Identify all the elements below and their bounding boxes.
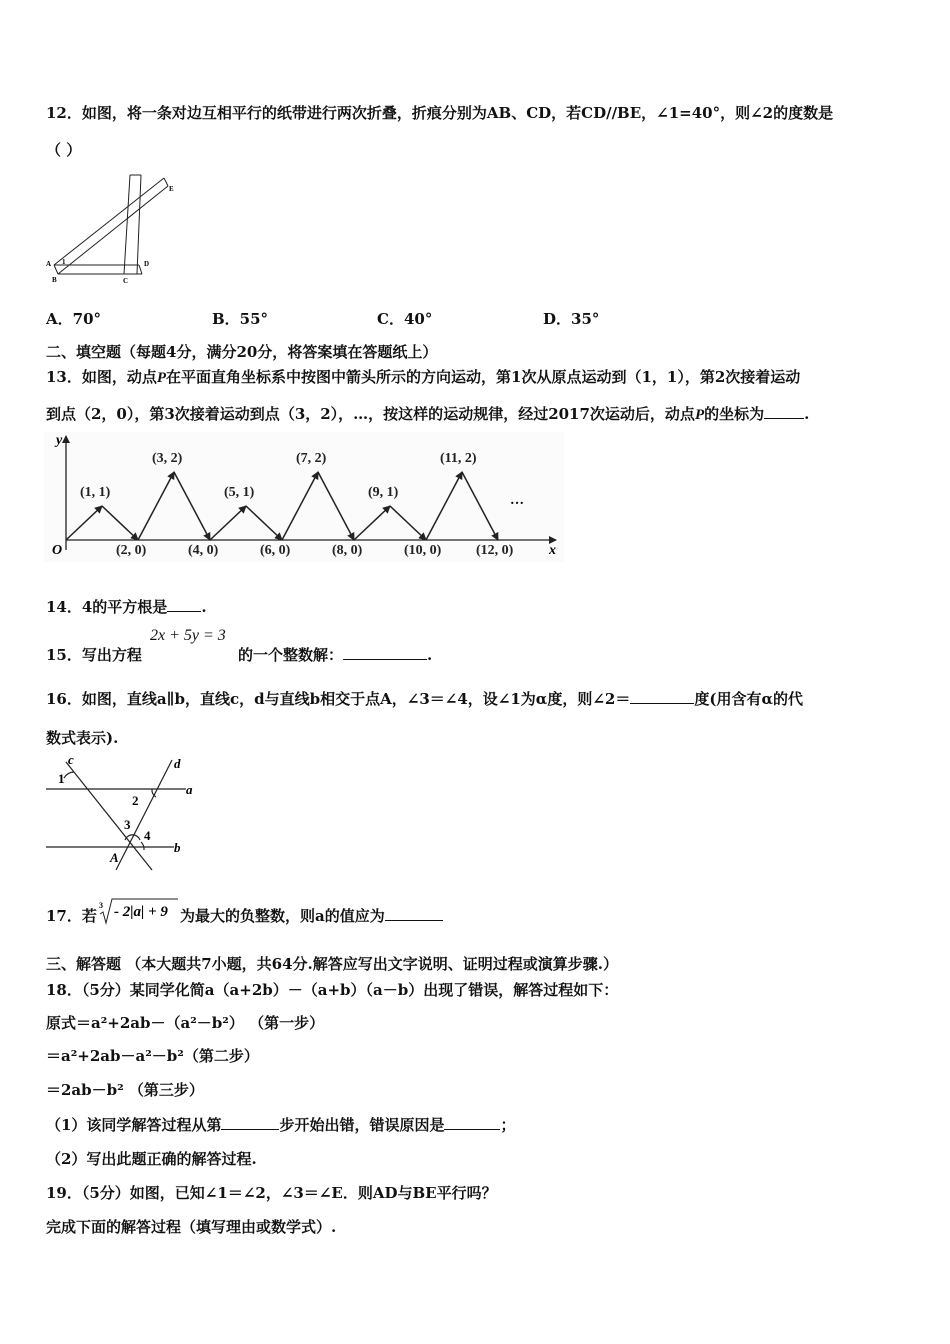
q16-line1-a: 16．如图，直线a∥b，直线c，d与直线b相交于点A，∠3＝∠4，设∠1为α度，则∠2＝: [46, 690, 631, 708]
q18-step1: 原式＝a²+2ab－（a²－b²） （第一步）: [46, 1014, 325, 1032]
q13-text-line2: [46, 404, 809, 425]
q13-text-line1: [46, 367, 800, 388]
q15-text-b: 的一个整数解：: [238, 646, 344, 664]
section3-heading: 三、解答题 （本大题共7小题，共64分.解答应写出文字说明、证明过程或演算步骤.）: [46, 955, 618, 973]
q17-text-b: 为最大的负整数，则a的值应为: [180, 907, 385, 925]
q13-answer-blank: [764, 404, 804, 419]
q12-text-line1: 12．如图，将一条对边互相平行的纸带进行两次折叠，折痕分别为AB、CD，若CD//BE，∠1=40°，则∠2的度数是: [46, 104, 834, 122]
q16-label-c: c: [68, 752, 74, 767]
q16-answer-blank: [630, 689, 694, 704]
q17-radical: [96, 896, 180, 926]
q17-root-index: 3: [99, 901, 103, 910]
q18-step2: ＝a²+2ab－a²－b²（第二步）: [46, 1047, 259, 1065]
q18-intro: 18．（5分）某同学化简a（a+2b）－（a+b）（a－b）出现了错误，解答过程如下：: [46, 981, 619, 999]
q13-line2-b: 的坐标为: [704, 405, 765, 423]
q16-text-line1: [46, 689, 803, 709]
q16-line-c: [66, 762, 152, 870]
q16-line1-b: 度(用含有α的代: [694, 690, 803, 708]
q12-option-c: C．40°: [377, 310, 433, 328]
q15-text-a: 15．写出方程: [46, 646, 142, 664]
q13-point-p2: P: [694, 407, 705, 423]
q13-chart: [44, 432, 564, 562]
q12-label-e: E: [169, 185, 174, 193]
q13-line2-end: .: [804, 405, 810, 423]
q18-sub1-a: （1）该同学解答过程从第: [46, 1116, 222, 1134]
q17-text-b-wrap: [180, 906, 443, 926]
q16-label-angle3: 3: [124, 817, 131, 832]
q17-answer-blank: [385, 906, 443, 921]
q16-line-d: [116, 760, 172, 870]
q12-option-d: D．35°: [543, 310, 600, 328]
q18-sub1-blank2: [444, 1115, 500, 1130]
q16-label-angle2: 2: [132, 793, 139, 808]
q13-top-point-label: (3, 2): [152, 451, 183, 466]
q13-top-point-label: (5, 1): [224, 485, 255, 500]
q16-label-a: a: [186, 782, 193, 797]
q13-bottom-point-label: (10, 0): [404, 543, 442, 558]
q12-label-b: B: [52, 276, 57, 284]
q13-line2-a: 到点（2，0），第3次接着运动到点（3，2），…，按这样的运动规律，经过2017次运动后，动点: [46, 405, 695, 423]
q17-text-a: 17．若: [46, 907, 97, 925]
q13-bottom-point-label: (2, 0): [116, 543, 147, 558]
q13-bottom-point-label: (12, 0): [476, 543, 514, 558]
section2-heading: 二、填空题（每题4分，满分20分，将答案填在答题纸上）: [46, 343, 438, 361]
q14-text: [46, 597, 207, 617]
q18-sub1-end: ；: [500, 1116, 516, 1134]
q13-top-point-label: (1, 1): [80, 485, 111, 500]
q13-top-point-label: (9, 1): [368, 485, 399, 500]
q13-y-label: y: [56, 433, 63, 448]
q19-line1: 19．（5分）如图，已知∠1＝∠2，∠3＝∠E．则AD与BE平行吗？: [46, 1184, 497, 1202]
q12-option-b: B．55°: [212, 310, 269, 328]
q15-end: .: [427, 646, 433, 664]
q13-bottom-point-label: (4, 0): [188, 543, 219, 558]
q12-label-angle1: 1: [62, 258, 66, 266]
q12-label-d: D: [144, 260, 150, 268]
q14-prompt: 14．4的平方根是: [46, 598, 168, 616]
q16-label-d: d: [174, 756, 181, 771]
q14-end: .: [201, 598, 207, 616]
q13-line1-b: 在平面直角坐标系中按图中箭头所示的方向运动，第1次从原点运动到（1，1），第2次接着运动: [166, 368, 801, 386]
q13-point-p: P: [156, 370, 167, 386]
q16-label-point-a: A: [110, 850, 119, 865]
q13-ellipsis: …: [510, 493, 524, 508]
q12-figure: [44, 170, 184, 288]
q18-step3: ＝2ab－b² （第三步）: [46, 1081, 204, 1099]
q15-text-b-wrap: [238, 645, 432, 665]
q17-radicand: - 2|a| + 9: [114, 904, 168, 920]
q16-text-line2: 数式表示).: [46, 729, 119, 747]
q16-label-angle4: 4: [144, 828, 151, 843]
q13-top-point-label: (7, 2): [296, 451, 327, 466]
q13-x-label: x: [549, 543, 556, 558]
q13-top-point-label: (11, 2): [440, 451, 477, 466]
q16-label-angle1: 1: [58, 771, 65, 786]
q13-origin-label: O: [52, 543, 63, 558]
q13-bottom-point-label: (8, 0): [332, 543, 363, 558]
q18-sub1-blank1: [221, 1115, 279, 1130]
q12-text-line2: （ ）: [46, 141, 82, 159]
q16-figure: [44, 752, 194, 876]
q12-option-a: A．70°: [46, 310, 102, 328]
q14-answer-blank: [167, 597, 201, 612]
q15-answer-blank: [343, 645, 427, 660]
q15-equation: 2x + 5y = 3: [150, 627, 226, 644]
q12-label-c: C: [123, 277, 129, 285]
q12-label-a: A: [46, 260, 52, 268]
q16-label-b: b: [174, 840, 181, 855]
q18-sub1-b: 步开始出错，错误原因是: [279, 1116, 445, 1134]
q18-sub1: [46, 1115, 515, 1135]
q13-line1-a: 13．如图，动点: [46, 368, 157, 386]
q13-bottom-point-label: (6, 0): [260, 543, 291, 558]
q18-sub2: （2）写出此题正确的解答过程.: [46, 1150, 257, 1168]
q19-line2: 完成下面的解答过程（填写理由或数学式）.: [46, 1218, 337, 1236]
